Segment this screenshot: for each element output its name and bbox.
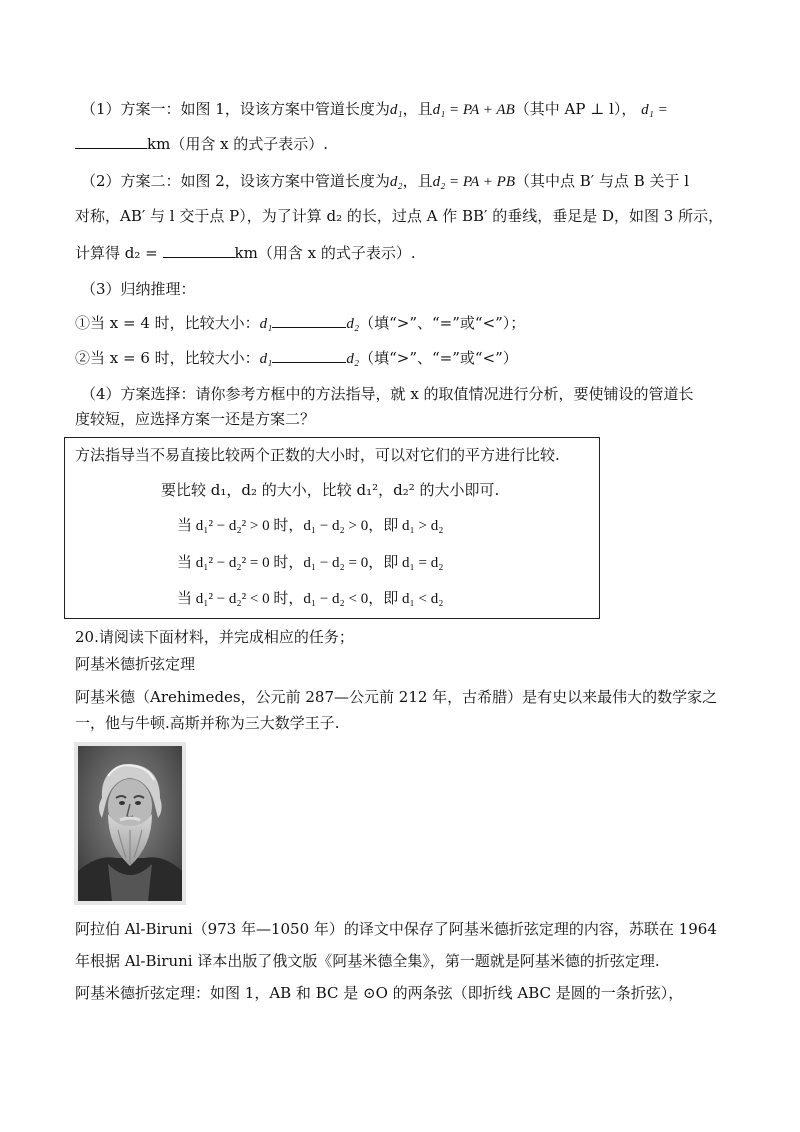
part1-mid: ，且 [402, 100, 433, 118]
case1-d2: d₂ [346, 316, 360, 332]
q19-part2-line2: 对称，AB′ 与 l 交于点 P），为了计算 d₂ 的长，过点 A 作 BB′ 的垂线，垂足是 D，如图 3 所示， [75, 207, 724, 225]
part2-note: （其中点 B′ 与点 B 关于 l [515, 172, 690, 190]
case2-d1: d₁ [259, 351, 273, 367]
case2-compare-blank[interactable] [272, 348, 346, 363]
method-line2: 要比较 d₁，d₂ 的大小，比较 d₁²，d₂² 的大小即可. [161, 481, 500, 499]
part2-unit: km（用含 x 的式子表示）. [234, 244, 416, 262]
q19-part1-line2 [75, 133, 328, 155]
q20-title: 20.请阅读下面材料，并完成相应的任务； [75, 628, 354, 646]
case1-d1: d₁ [259, 316, 273, 332]
part2-prefix: （2）方案二：如图 2，设该方案中管道长度为 [81, 172, 390, 190]
part1-unit: km（用含 x 的式子表示）. [147, 135, 329, 153]
case2-d2: d₂ [346, 351, 360, 367]
part1-answer-lead: d₁ = [641, 102, 668, 118]
part2-formula: d₂ = PA + PB [432, 174, 515, 190]
q19-part3-case1 [75, 312, 525, 335]
archimedes-portrait [74, 742, 186, 905]
part2-mid: ，且 [402, 172, 433, 190]
q19-part2-line3 [75, 242, 416, 264]
case2-fill-hint: （填“>”、“=”或“<”） [359, 349, 518, 367]
q19-part2-line1 [81, 170, 689, 193]
method-cond-greater: 当 d₁² − d₂² > 0 时，d₁ − d₂ > 0，即 d₁ > d₂ [177, 518, 444, 534]
q19-part3-title: （3）归纳推理： [81, 280, 196, 298]
method-line1: 方法指导当不易直接比较两个正数的大小时，可以对它们的平方进行比较. [75, 446, 560, 464]
method-guide-box [64, 437, 600, 619]
method-cond-less: 当 d₁² − d₂² < 0 时，d₁ − d₂ < 0，即 d₁ < d₂ [177, 591, 444, 607]
method-cond-equal: 当 d₁² − d₂² = 0 时，d₁ − d₂ = 0，即 d₁ = d₂ [177, 555, 444, 571]
part1-formula: d₁ = PA + AB [432, 102, 515, 118]
part1-answer-blank[interactable] [75, 134, 147, 149]
q19-part4-line2: 度较短，应选择方案一还是方案二？ [75, 410, 316, 428]
case1-compare-blank[interactable] [272, 313, 346, 328]
part2-answer-lead: 计算得 d₂ = [75, 244, 158, 262]
q19-part4-line1: （4）方案选择：请你参考方框中的方法指导，就 x 的取值情况进行分析，要使铺设的管道长 [81, 385, 694, 403]
part2-answer-blank[interactable] [163, 243, 235, 258]
q19-part1-line1 [81, 98, 668, 121]
q20-para-line3: 阿基米德折弦定理：如图 1，AB 和 BC 是 ⊙O 的两条弦（即折线 ABC 是圆的一条折弦）， [75, 984, 684, 1002]
part1-prefix: （1）方案一：如图 1，设该方案中管道长度为 [81, 100, 390, 118]
q20-heading: 阿基米德折弦定理 [75, 655, 196, 673]
q20-para-line1: 阿拉伯 Al-Biruni（973 年—1050 年）的译文中保存了阿基米德折弦定理的内容，苏联在 1964 [75, 920, 717, 938]
q20-para-line2: 年根据 Al-Biruni 译本出版了俄文版《阿基米德全集》，第一题就是阿基米德的折弦定理. [75, 952, 660, 970]
case2-prefix: ②当 x = 6 时，比较大小： [75, 349, 260, 367]
d1-symbol: d₁ [389, 102, 403, 118]
d2-symbol: d₂ [389, 174, 403, 190]
case1-fill-hint: （填“>”、“=”或“<”）； [359, 314, 526, 332]
q20-intro-line1: 阿基米德（Arehimedes，公元前 287—公元前 212 年，古希腊）是有史以来最伟大的数学家之 [75, 688, 718, 706]
q20-intro-line2: 一，他与牛顿.高斯并称为三大数学王子. [75, 714, 340, 732]
archimedes-portrait-icon [78, 746, 182, 901]
q19-part3-case2 [75, 347, 518, 370]
part1-note: （其中 AP ⊥ l）， [514, 100, 637, 118]
case1-prefix: ①当 x = 4 时，比较大小： [75, 314, 260, 332]
